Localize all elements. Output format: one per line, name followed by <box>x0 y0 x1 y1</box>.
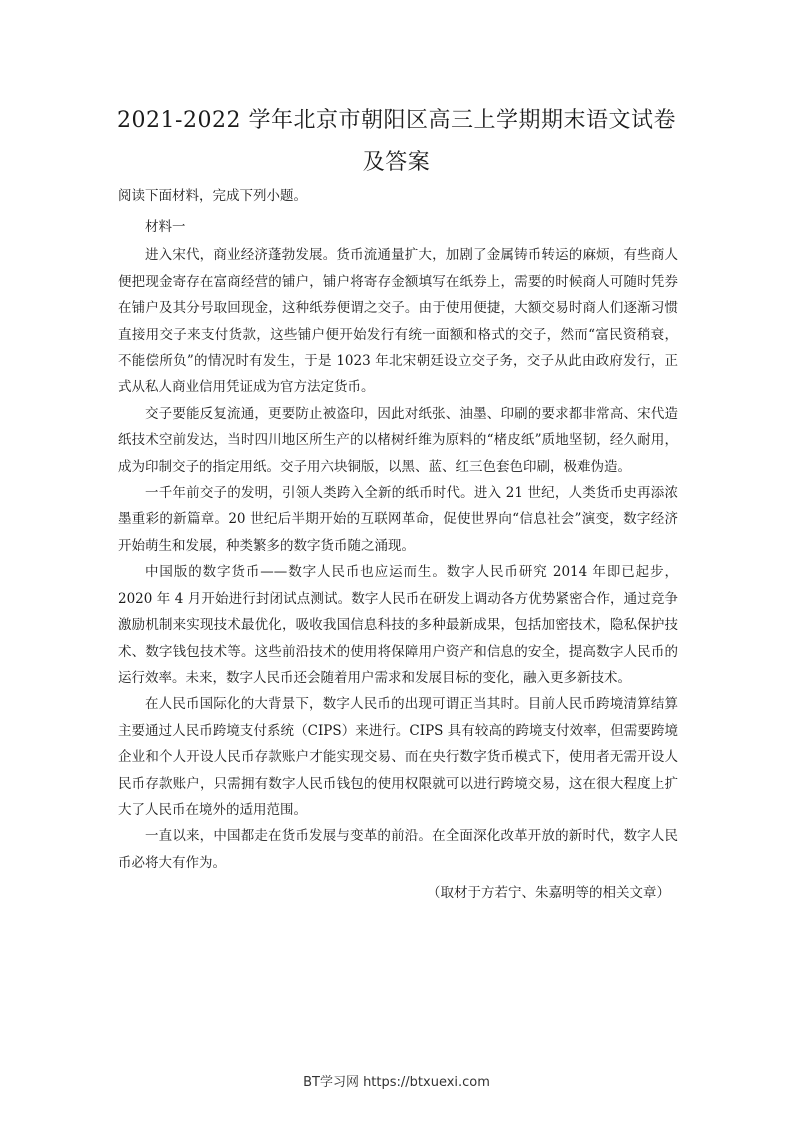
paragraph: 中国版的数字货币——数字人民币也应运而生。数字人民币研究 2014 年即已起步，2020 年 4 月开始进行封闭试点测试。数字人民币在研发上调动各方优势紧密合作，通过竞争激励机制来实现技术最优化，吸收我国信息科技的多种最新成果，包括加密技术，隐私保护技术、数字钱包技术等。这些前沿技术的使用将保障用户资产和信息的安全，提高数字人民币的运行效率。未来，数字人民币还会随着用户需求和发展目标的变化，融入更多新技术。 <box>118 564 678 686</box>
source-citation: （取材于方若宁、朱嘉明等的相关文章） <box>427 885 670 902</box>
article-body <box>118 214 678 907</box>
paragraph: 一千年前交子的发明，引领人类跨入全新的纸币时代。进入 21 世纪，人类货币史再添浓墨重彩的新篇章。20 世纪后半期开始的互联网革命，促使世界向“信息社会”演变，数字经济开始萌生和发展，种类繁多的数字货币随之涌现。 <box>118 485 678 554</box>
material-label: 材料一 <box>145 219 186 235</box>
paragraph: 进入宋代，商业经济蓬勃发展。货币流通量扩大，加剧了金属铸币转运的麻烦，有些商人便把现金寄存在富商经营的铺户，铺户将寄存金额填写在纸券上，需要的时候商人可随时凭券在铺户及其分号取回现金，这种纸券便谓之交子。由于使用便捷，大额交易时商人们逐渐习惯直接用交子来支付货款，这些铺户便开始发行有统一面额和格式的交子，然而“富民资稍衰，不能偿所负”的情况时有发生，于是 1023 年北宋朝廷设立交子务，交子从此由政府发行，正式从私人商业信用凭证成为官方法定货币。 <box>118 247 678 396</box>
paragraph: 一直以来，中国都走在货币发展与变革的前沿。在全面深化改革开放的新时代，数字人民币必将大有作为。 <box>118 828 678 871</box>
page-title: 2021-2022 学年北京市朝阳区高三上学期期末语文试卷及答案 <box>117 108 676 175</box>
instruction-text: 阅读下面材料，完成下列小题。 <box>118 188 307 204</box>
paragraph: 在人民币国际化的大背景下，数字人民币的出现可谓正当其时。目前人民币跨境清算结算主要通过人民币跨境支付系统（CIPS）来进行。CIPS 具有较高的跨境支付效率，但需要跨境企业和个人开设人民币存款账户才能实现交易、而在央行数字货币模式下，使用者无需开设人民币存款账户，只需拥有数字人民币钱包的使用权限就可以进行跨境交易，这在很大程度上扩大了人民币在境外的适用范围。 <box>118 696 678 818</box>
paragraph: 交子要能反复流通，更要防止被盗印，因此对纸张、油墨、印刷的要求都非常高、宋代造纸技术空前发达，当时四川地区所生产的以楮树纤维为原料的“楮皮纸”质地坚韧，经久耐用，成为印制交子的指定用纸。交子用六块铜版，以黑、蓝、红三色套色印刷，极难伪造。 <box>118 405 678 475</box>
page-footer: BT学习网 https://btxuexi.com <box>303 1075 490 1090</box>
